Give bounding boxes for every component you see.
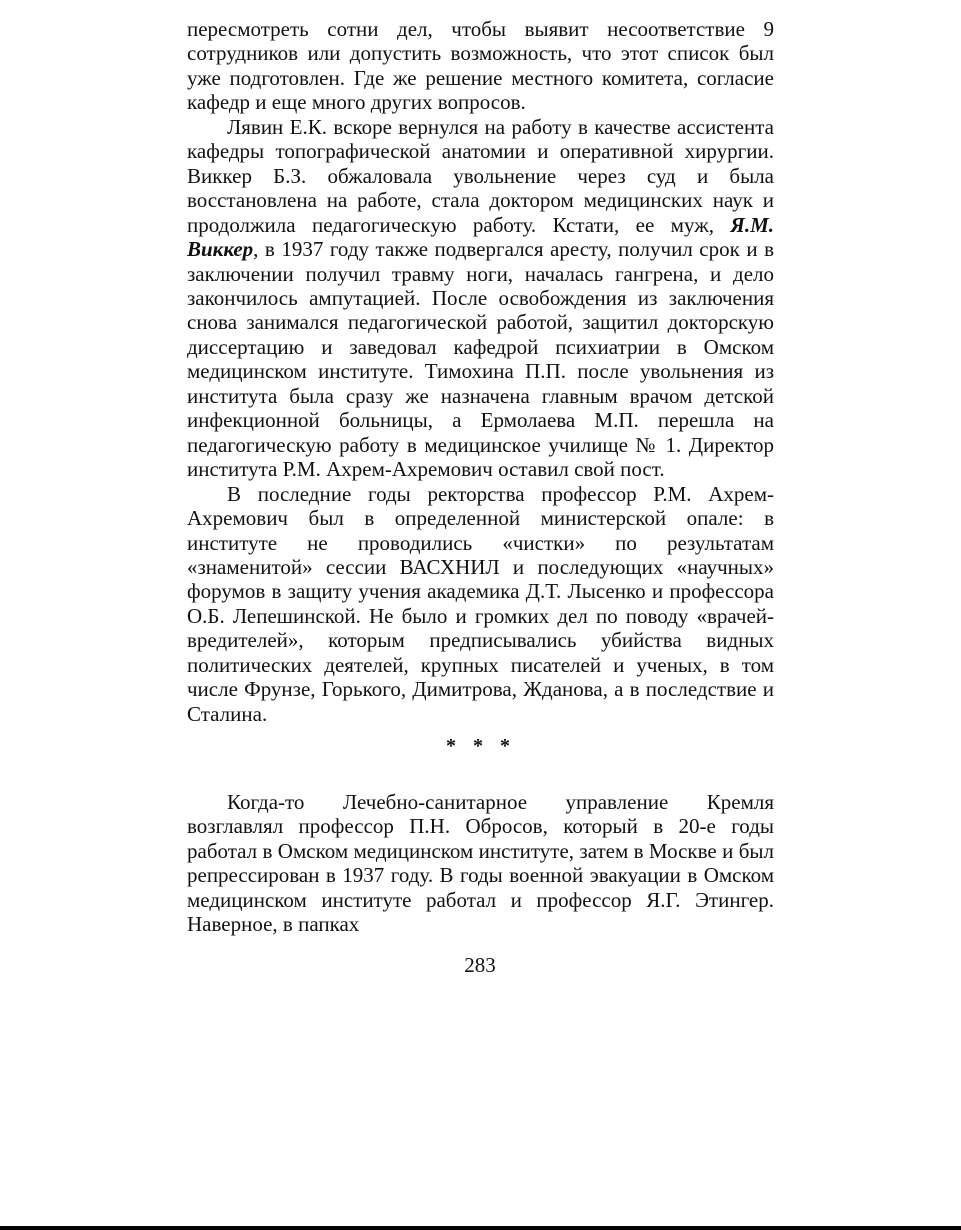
emphasized-name: Я.М. Виккер (187, 212, 774, 262)
section-break-asterisks: * * * (446, 735, 516, 757)
paragraph-4: Когда-то Лечебно-санитарное управление Кремля возглавлял профессор П.Н. Обросов, который в 20-е годы работал в Омском медицинском институте, затем в Москве и был репрессирован в 1937 году. В годы военной эвакуации в Омском медицинском институте работал и профессор Я.Г. Этингер. Наверное, в папках (187, 790, 774, 937)
page-number: 283 (464, 953, 496, 977)
main-text-bottom (187, 790, 774, 937)
paragraph-2-text-before: Лявин Е.К. вскоре вернулся на работу в качестве ассистента кафедры топографической анатомии и оперативной хирургии. Виккер Б.З. обжаловала увольнение через суд и была восстановлена на работе, стала доктором медицинских наук и продолжила педагогическую работу. Кстати, ее муж, (187, 114, 774, 237)
main-text-top (187, 17, 774, 726)
paragraph-1: пересмотреть сотни дел, чтобы выявит несоответствие 9 сотрудников или допустить возможность, что этот список был уже подготовлен. Где же решение местного комитета, согласие кафедр и еще много других вопросов. (187, 17, 774, 115)
paragraph-3: В последние годы ректорства профессор Р.М. Ахрем-Ахремович был в определенной министерской опале: в институте не проводились «чистки» по результатам «знаменитой» сессии ВАСХНИЛ и последующих «научных» форумов в защиту учения академика Д.Т. Лысенко и профессора О.Б. Лепешинской. Не было и громких дел по поводу «врачей-вредителей», которым предписывались убийства видных политических деятелей, крупных писателей и ученых, в том числе Фрунзе, Горького, Димитрова, Жданова, а в последствие и Сталина. (187, 481, 774, 726)
scan-edge-rule (0, 1226, 961, 1230)
paragraph-2 (187, 115, 774, 482)
paragraph-2-text-after: , в 1937 году также подвергался аресту, получил срок и в заключении получил травму ноги, началась гангрена, и дело закончилось ампутацией. После освобождения из заключения снова занимался педагогической работой, защитил докторскую диссертацию и заведовал кафедрой психиатрии в Омском медицинском институте. Тимохина П.П. после увольнения из института была сразу же назначена главным врачом детской инфекционной больницы, а Ермолаева М.П. перешла на педагогическую работу в медицинское училище № 1. Директор института Р.М. Ахрем-Ахремович оставил свой пост. (187, 237, 774, 482)
